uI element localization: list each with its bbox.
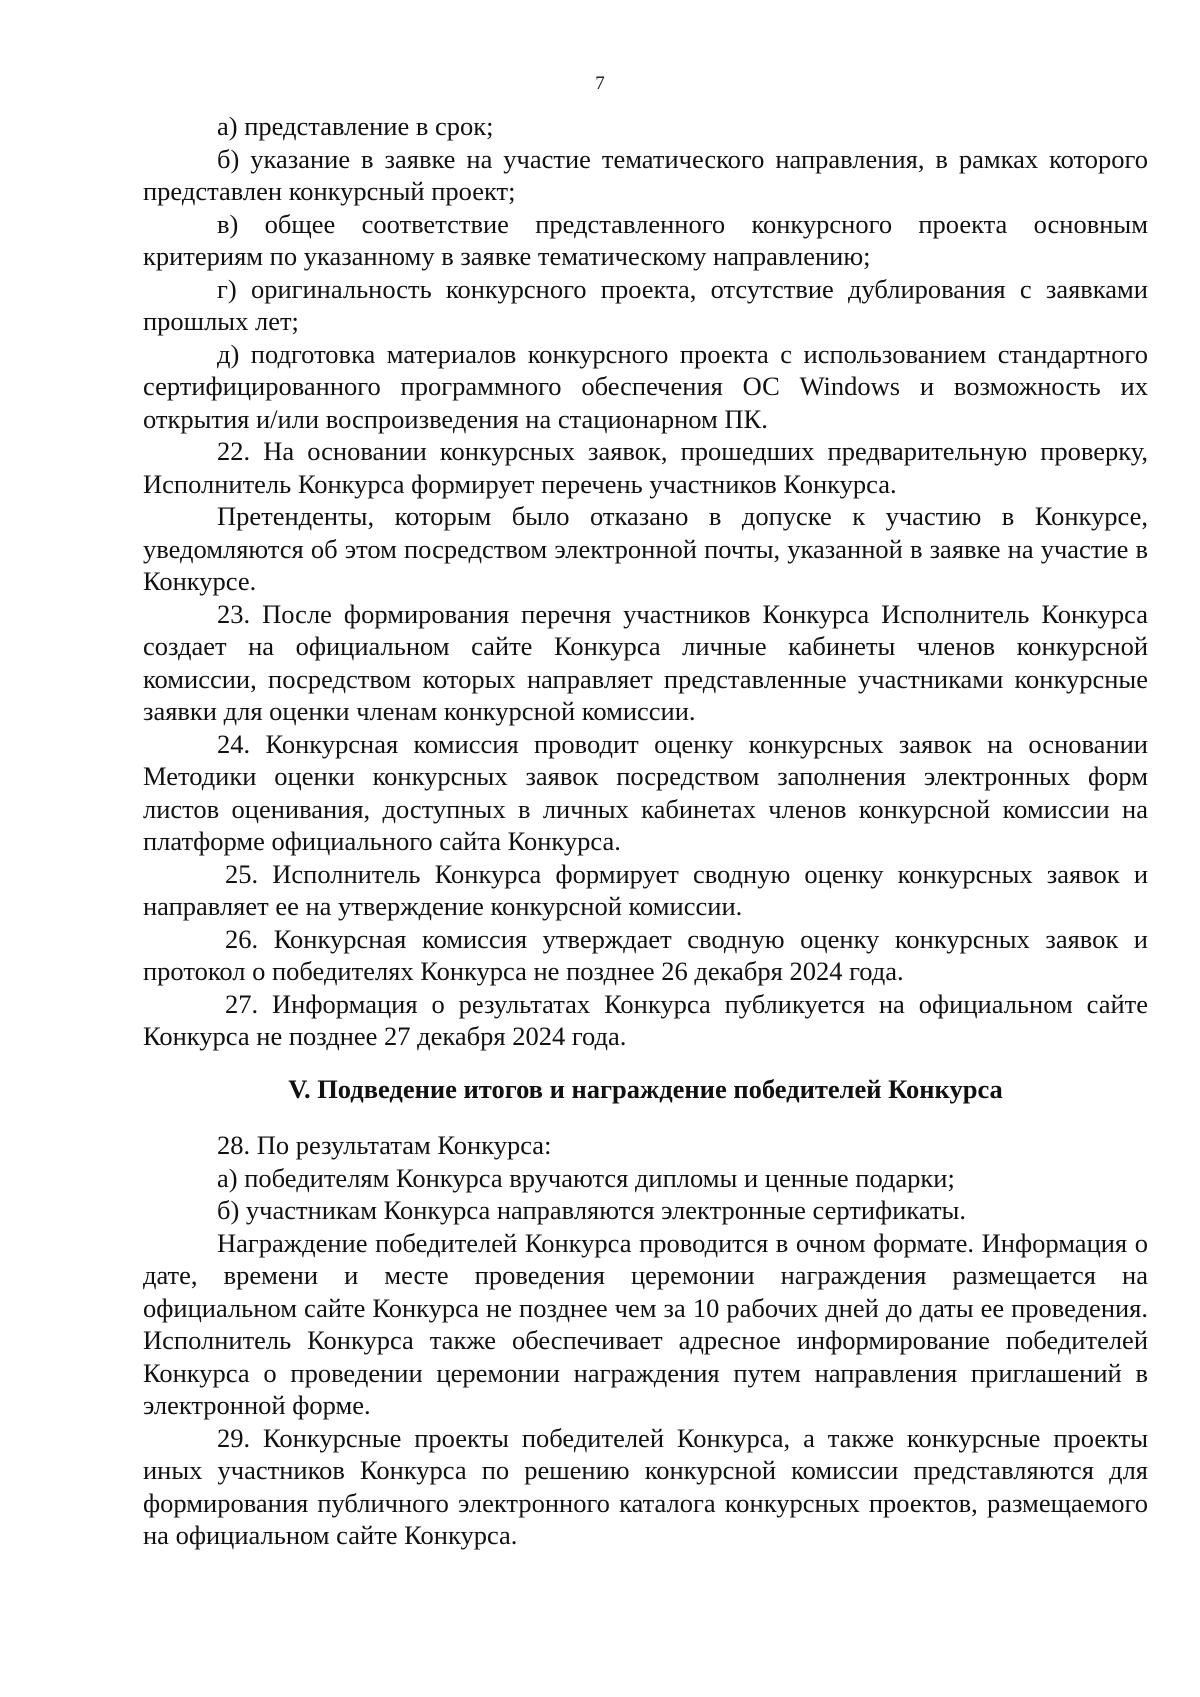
page-number: 7 [595,73,605,94]
clause-25: 25. Исполнитель Конкурса формирует сводную оценку конкурсных заявок и направляет ее на утверждение конкурсной комиссии. [143,858,1148,921]
clause-27: 27. Информация о результатах Конкурса публикуется на официальном сайте Конкурса не позднее 27 декабря 2024 года. [143,988,1148,1051]
clause-28: 28. По результатам Конкурса: [217,1130,552,1160]
criterion-v: в) общее соответствие представленного конкурсного проекта основным критериям по указанному в заявке тематическому направлению; [143,208,1148,271]
clause-26: 26. Конкурсная комиссия утверждает сводную оценку конкурсных заявок и протокол о победителях Конкурса не позднее 26 декабря 2024 года. [143,923,1148,986]
criterion-g: г) оригинальность конкурсного проекта, отсутствие дублирования с заявками прошлых лет; [143,273,1148,336]
section-heading: V. Подведение итогов и награждение победителей Конкурса [288,1073,1003,1104]
clause-22: 22. На основании конкурсных заявок, прошедших предварительную проверку, Исполнитель Конкурса формирует перечень участников Конкурса. [143,436,1148,499]
clause-29: 29. Конкурсные проекты победителей Конкурса, а также конкурсные проекты иных участников Конкурса по решению конкурсной комиссии представляются для формирования публичного электронного каталога конкурсных проектов, размещаемого на официальном сайте Конкурса. [143,1422,1148,1550]
criterion-d: д) подготовка материалов конкурсного проекта с использованием стандартного сертифицированного программного обеспечения ОС Windows и возможность их открытия и/или воспроизведения на стационарном ПК. [143,338,1148,434]
clause-23: 23. После формирования перечня участников Конкурса Исполнитель Конкурса создает на официальном сайте Конкурса личные кабинеты членов конкурсной комиссии, посредством которых направляет представленные участниками конкурсные заявки для оценки членам конкурсной комиссии. [143,598,1148,726]
document-body [143,110,1148,1552]
awards-ceremony: Награждение победителей Конкурса проводится в очном формате. Информация о дате, времени и месте проведения церемонии награждения размещается на официальном сайте Конкурса не позднее чем за 10 рабочих дней до даты ее проведения. Исполнитель Конкурса также обеспечивает адресное информирование победителей Конкурса о проведении церемонии награждения путем направления приглашений в электронной форме. [143,1227,1148,1420]
clause-28-b: б) участникам Конкурса направляются электронные сертификаты. [217,1195,966,1225]
clause-22-rejected: Претенденты, которым было отказано в допуске к участию в Конкурсе, уведомляются об этом посредством электронной почты, указанной в заявке на участие в Конкурсе. [143,501,1148,596]
criterion-b: б) указание в заявке на участие тематического направления, в рамках которого представлен конкурсный проект; [143,143,1148,206]
clause-24: 24. Конкурсная комиссия проводит оценку конкурсных заявок на основании Методики оценки конкурсных заявок посредством заполнения электронных форм листов оценивания, доступных в личных кабинетах членов конкурсной комиссии на платформе официального сайта Конкурса. [143,728,1148,856]
clause-28-a: а) победителям Конкурса вручаются дипломы и ценные подарки; [217,1162,955,1193]
criterion-a: а) представление в срок; [217,111,494,141]
